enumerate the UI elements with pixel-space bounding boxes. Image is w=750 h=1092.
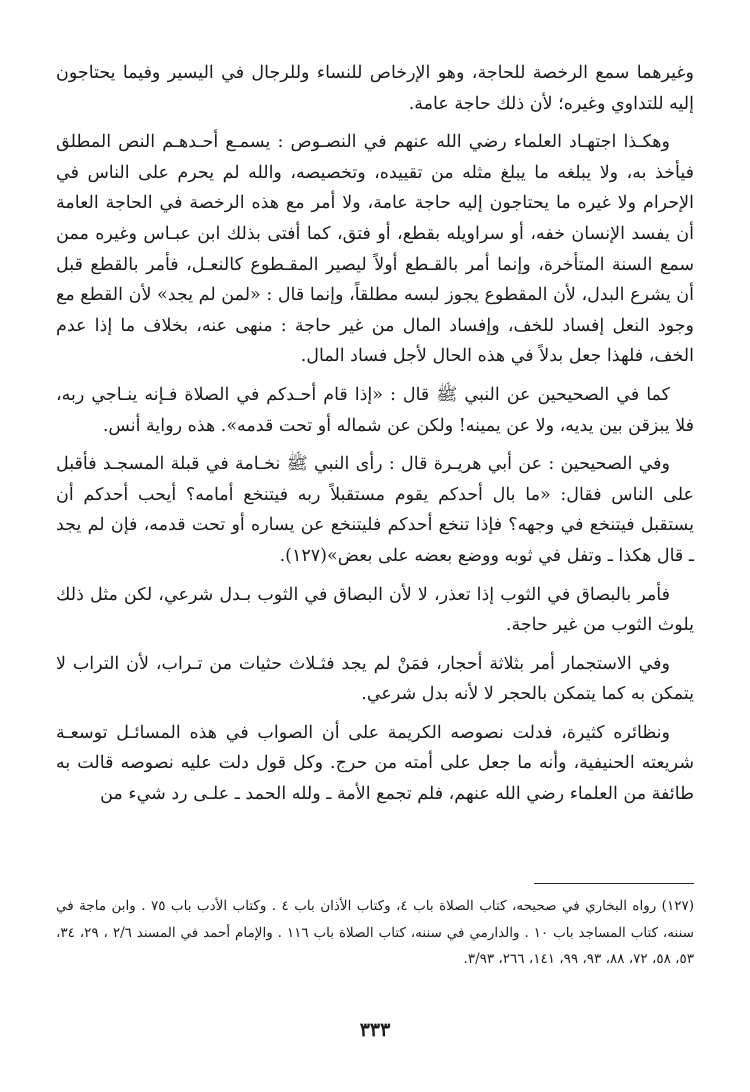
footnote-divider <box>534 883 694 884</box>
footnote-127: (١٢٧) رواه البخاري في صحيحه، كتاب الصلاة باب ٤، وكتاب الأذان باب ٤ . وكتاب الأدب باب ٧٥ . وابن ماجة في سننه، كتاب المساجد باب ١٠ . والدارمي في سننه، كتاب الصلاة باب ١١٦ . والإمام أحمد في المسند ٢/٦ ، ٢٩، ٣٤، ٥٣، ٥٨، ٧٢، ٨٨، ٩٣، ٩٩، ١٤١، ٢٦٦، ٣/٩٣. <box>56 898 694 967</box>
paragraph-5: فأمر بالبصاق في الثوب إذا تعذر، لا لأن البصاق في الثوب بـدل شرعي، لكن مثل ذلك يلوث الثوب من غير حاجة. <box>56 584 694 636</box>
page-number: ٣٣٣ <box>359 1019 391 1041</box>
paragraph-1: وغيرهما سمع الرخصة للحاجة، وهو الإرخاص للنساء وللرجال في اليسير وفيما يحتاجون إليه للتداوي وغيره؛ لأن ذلك حاجة عامة. <box>56 63 694 114</box>
paragraph-6: وفي الاستجمار أمر بثلاثة أحجار، فمَنْ لم يجد فثـلاث حثيات من تـراب، لأن التراب لا يتمكن به كما يتمكن بالحجر لا لأنه بدل شرعي. <box>56 653 694 705</box>
paragraph-4: وفي الصحيحين : عن أبي هريـرة قال : رأى النبي ﷺ نخـامة في قبلة المسجـد فأقبل على الناس فقال: «ما بال أحدكم يقوم مستقبلاً ربه فيتنخع أمامه؟ أيحب أحدكم أن يستقبل فيتنخع في وجهه؟ فإذا تنخع أحدكم فليتنخع عن يساره أو تحت قدمه، فإن لم يجد ـ قال هكذا ـ وتفل في ثوبه ووضع بعضه على بعض»(١٢٧). <box>56 454 694 566</box>
paragraph-7: ونظائره كثيرة، فدلت نصوصه الكريمة على أن الصواب في هذه المسائـل توسعـة شريعته الحنيفية، وأنه ما جعل على أمته من حرج. وكل قول دلت عليه نصوصه قالت به طائفة من العلماء رضي الله عنهم، فلم تجمع الأمة ـ ولله الحمد ـ علـى رد شيء من <box>56 722 694 805</box>
footnotes <box>56 893 694 973</box>
paragraph-2: وهكـذا اجتهـاد العلماء رضي الله عنهم في النصـوص : يسمـع أحـدهـم النص المطلق فيأخذ به، ولا يبلغه ما يبلغ مثله من تقييده، وتخصيصه، والله لم يحرم على الناس في الإحرام ولا غيره ما يحتاجون إليه حاجة عامة، ولا أمر مع هذه الرخصة في الحاجة العامة أن يفسد الإنسان خفه، أو سراويله بقطع، أو فتق، كما أفتى بذلك ابن عبـاس وغيره ممن سمع السنة المتأخرة، وإنما أمر بالقـطع أولاً ليصير المقـطوع كالنعـل، فأمر بالقطع قبل أن يشرع البدل، لأن المقطوع يجوز لبسه مطلقاً، وإنما قال : «لمن لم يجد» لأن القطع مع وجود النعل إفساد للخف، وإفساد المال من غير حاجة : منهى عنه، بخلاف ما إذا عدم الخف، فلهذا جعل بدلاً في هذه الحال لأجل فساد المال. <box>56 132 694 367</box>
page-body <box>56 58 694 818</box>
paragraph-3: كما في الصحيحين عن النبي ﷺ قال : «إذا قام أحـدكم في الصلاة فـإنه ينـاجي ربه، فلا يبزقن بين يديه، ولا عن يمينه! ولكن عن شماله أو تحت قدمه». هذه رواية أنس. <box>56 384 694 436</box>
